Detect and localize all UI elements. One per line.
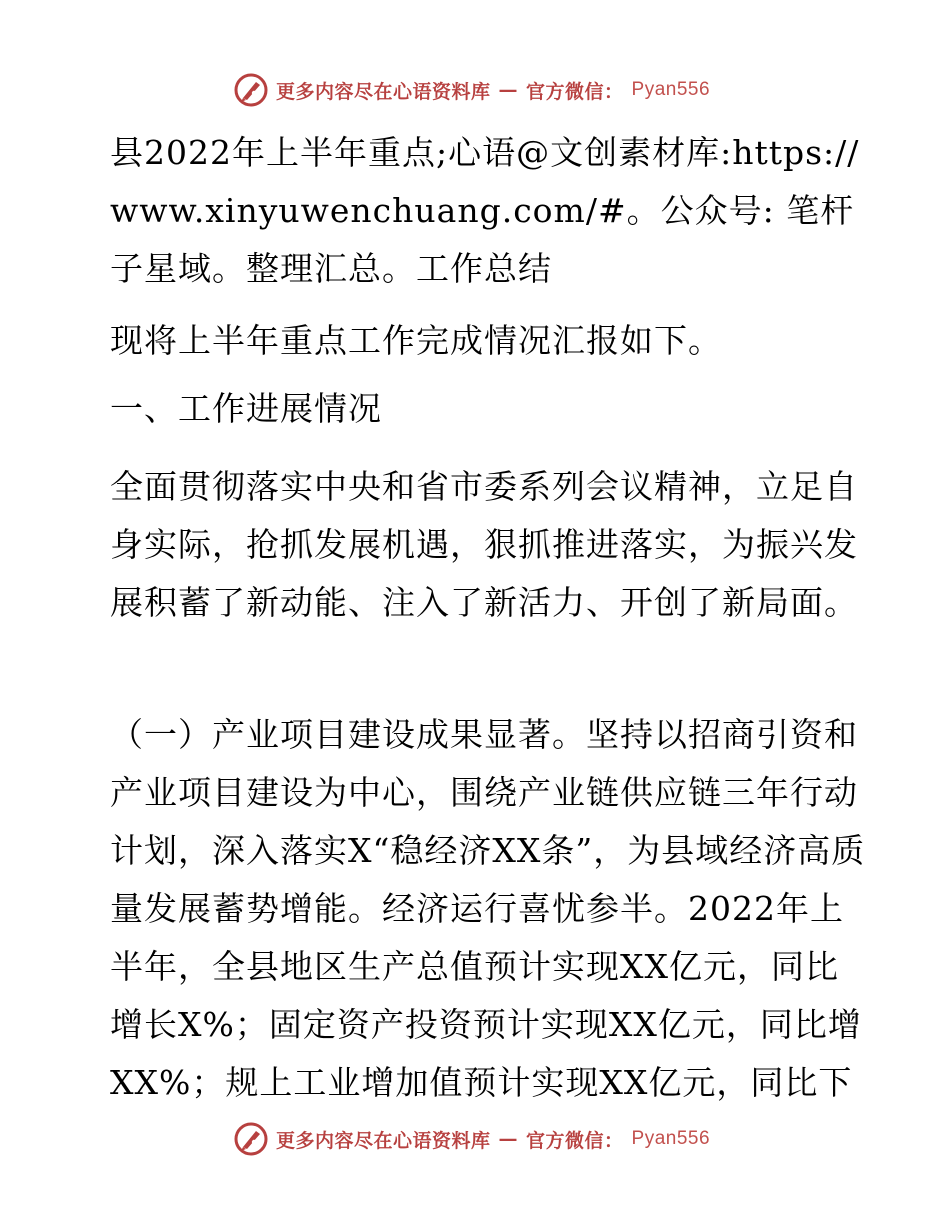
watermark-label: 官方微信： — [526, 1129, 624, 1152]
subsection-paragraph: （一）产业项目建设成果显著。坚持以招商引资和产业项目建设为中心，围绕产业链供应链三年行动计划，深入落实X“稳经济XX条”，为县域经济高质量发展蓄势增能。经济运行喜忧参半。2022年上半年，全县地区生产总值预计实现XX亿元，同比增长X%；固定资产投资预计实现XX亿元，同比增XX%；规上工业增加值预计实现XX亿元，同比下 — [110, 715, 866, 1102]
intro-paragraph: 现将上半年重点工作完成情况汇报如下。 — [110, 321, 722, 360]
section-heading: 一、工作进展情况 — [110, 389, 382, 428]
watermark-main-text: 更多内容尽在心语资料库 — [276, 80, 491, 103]
document-title-paragraph: 县2022年上半年重点;心语@文创素材库:https://www.xinyuwenchuang.com/#。公众号: 笔杆子星域。整理汇总。工作总结 — [110, 133, 860, 288]
watermark-wechat-id: Pyan556 — [631, 1128, 711, 1149]
watermark-dash: — — [498, 1128, 519, 1150]
quill-pen-logo-icon — [234, 73, 268, 107]
watermark-wechat-id: Pyan556 — [631, 79, 711, 100]
header-watermark — [234, 72, 754, 108]
quill-pen-logo-icon — [234, 1122, 268, 1156]
watermark-label: 官方微信： — [526, 80, 624, 103]
watermark-dash: — — [498, 79, 519, 101]
footer-watermark — [234, 1121, 754, 1157]
watermark-main-text: 更多内容尽在心语资料库 — [276, 1129, 491, 1152]
body-paragraph: 全面贯彻落实中央和省市委系列会议精神，立足自身实际，抢抓发展机遇，狠抓推进落实，为振兴发展积蓄了新动能、注入了新活力、开创了新局面。 — [110, 467, 858, 622]
